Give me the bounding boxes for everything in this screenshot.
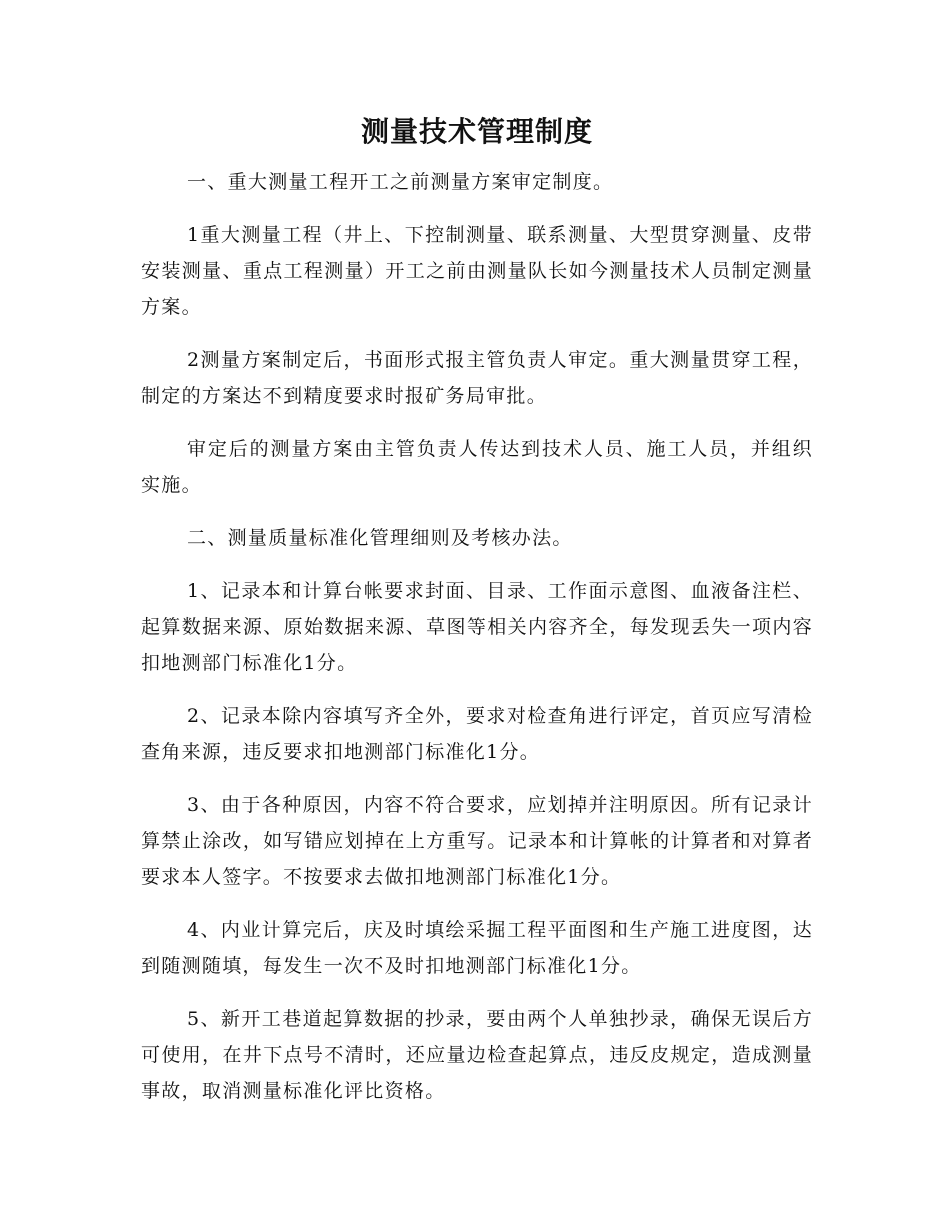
paragraph-2-1: 1、记录本和计算台帐要求封面、目录、工作面示意图、血液备注栏、起算数据来源、原始数据来源、草图等相关内容齐全，每发现丢失一项内容扣地测部门标准化1分。: [141, 580, 813, 674]
document-page: [141, 112, 813, 1126]
section-heading-2: 二、测量质量标准化管理细则及考核办法。: [187, 527, 573, 549]
paragraph-1-1: 1重大测量工程（井上、下控制测量、联系测量、大型贯穿测量、皮带安装测量、重点工程测量）开工之前由测量队长如今测量技术人员制定测量方案。: [141, 224, 813, 318]
paragraph-1-3: 审定后的测量方案由主管负责人传达到技术人员、施工人员，并组织实施。: [141, 438, 813, 496]
paragraph-2-5: 5、新开工巷道起算数据的抄录，要由两个人单独抄录，确保无误后方可使用，在井下点号不清时，还应量边检查起算点，违反皮规定，造成测量事故，取消测量标准化评比资格。: [141, 1008, 813, 1102]
paragraph-2-3: 3、由于各种原因，内容不符合要求，应划掉并注明原因。所有记录计算禁止涂改，如写错应划掉在上方重写。记录本和计算帐的计算者和对算者要求本人签字。不按要求去做扣地测部门标准化1分。: [141, 794, 813, 888]
paragraph-1-2: 2测量方案制定后，书面形式报主管负责人审定。重大测量贯穿工程，制定的方案达不到精度要求时报矿务局审批。: [141, 349, 813, 407]
document-title: 测量技术管理制度: [360, 115, 593, 148]
section-heading-1: 一、重大测量工程开工之前测量方案审定制度。: [187, 171, 614, 193]
paragraph-2-4: 4、内业计算完后，庆及时填绘采掘工程平面图和生产施工进度图，达到随测随填，每发生一次不及时扣地测部门标准化1分。: [141, 919, 813, 977]
paragraph-2-2: 2、记录本除内容填写齐全外，要求对检查角进行评定，首页应写清检查角来源，违反要求扣地测部门标准化1分。: [141, 705, 813, 763]
